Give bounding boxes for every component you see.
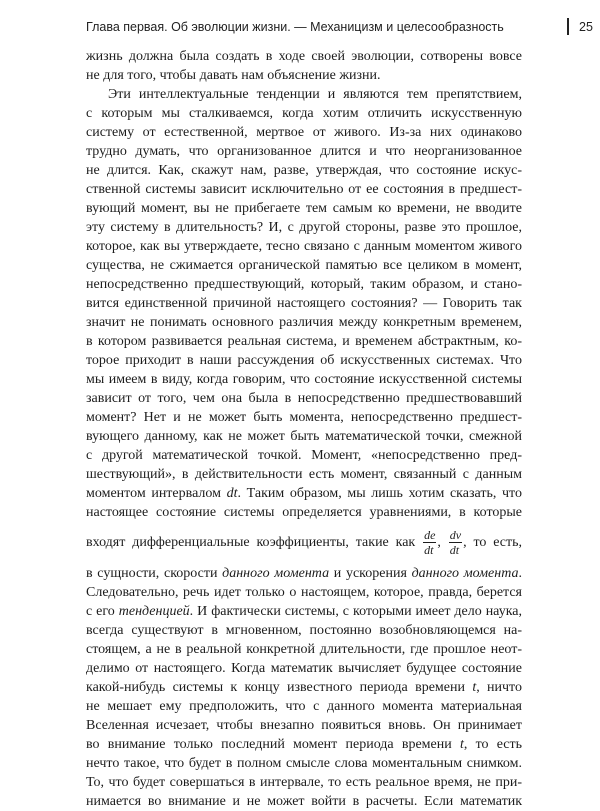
emphasis: данного момента	[411, 566, 519, 581]
text-line: жизнь должна была создать в ходе своей эволюции, сотворены вовсе	[86, 49, 522, 64]
body-text	[86, 47, 522, 811]
text-line: нимается во внимание и не может войти в расчеты. Если математик	[86, 794, 522, 809]
chapter-title: Глава первая. Об эволюции жизни. — Механицизм и целесообразность	[86, 20, 504, 34]
text-line: Эти интеллектуальные тенденции и являются тем препятствием,	[108, 87, 522, 102]
math-variable: dt	[226, 486, 238, 501]
text-line: настоящее состояние системы определяется уравнениями, в которые	[86, 505, 522, 520]
text-line	[86, 522, 522, 564]
text-line: всегда существуют в мгновенном, постоянно возобновляющемся на-	[86, 623, 522, 638]
text-fragment: в сущности, скорости	[86, 566, 218, 581]
text-fragment: . Таким образом, мы лишь хотим сказать, что	[237, 486, 522, 501]
text-line: не для того, чтобы давать нам объяснение жизни.	[86, 68, 381, 83]
text-line: ственной системы зависит исключительно от ее состояния в предшест-	[86, 182, 522, 197]
text-line	[86, 564, 522, 583]
text-fragment: и ускорения	[329, 566, 412, 581]
math-variable: t	[472, 680, 477, 695]
fraction-numerator: dv	[449, 528, 462, 543]
fraction-de-dt	[423, 528, 436, 557]
text-fragment: моментом интервалом	[86, 486, 221, 501]
text-fragment: , ничто	[476, 680, 522, 695]
text-line: непосредственно предшествующий, который, таким образом, и стано-	[86, 277, 522, 292]
emphasis: тенденцией	[118, 604, 190, 619]
text-line: вующий момент, вы не прибегаете тем самым ко времени, не вводите	[86, 201, 522, 216]
fraction-numerator: de	[424, 528, 436, 543]
text-line: которое, как вы утверждаете, тесно связано с данным моментом живого	[86, 239, 522, 254]
text-line: шествующий», в действительности есть момент, связанный с данным	[86, 467, 522, 482]
text-line: Вселенная исчезает, чтобы внезапно появиться вновь. Он принимает	[86, 718, 522, 733]
text-fragment: , то есть	[463, 737, 522, 752]
text-line: с другой математической точкой. Момент, «непосредственно пред-	[86, 448, 522, 463]
emphasis: данного момента	[222, 566, 330, 581]
text-fragment: входят дифференциальные коэффициенты, такие как	[86, 535, 416, 550]
text-line: существа, не сжимается органической памятью все целиком в момент,	[86, 258, 522, 273]
text-line: в котором развивается реальная система, и временем абстрактным, ко-	[86, 334, 522, 349]
page-number: 25	[579, 20, 593, 34]
text-fragment: ,	[437, 535, 441, 550]
text-line	[86, 602, 522, 621]
text-line: вующего данному, как не может быть математической точки, смежной	[86, 429, 522, 444]
fraction-denominator: dt	[424, 543, 434, 558]
text-line: торое приходит в наши рассуждения об искусственных системах. Что	[86, 353, 522, 368]
text-line: вится единственной причиной настоящего состояния? — Говорить так	[86, 296, 522, 311]
text-fragment: .	[518, 566, 522, 581]
text-line: нечто такое, что будет в полном смысле слова моментальным снимком.	[86, 756, 522, 771]
text-fragment: какой-нибудь системы к концу известного периода времени	[86, 680, 465, 695]
text-line	[86, 735, 522, 754]
text-fragment: во внимание только последний момент периода времени	[86, 737, 452, 752]
fraction-dv-dt	[449, 528, 462, 557]
text-line: не длится. Как, скажут нам, разве, утверждая, что состояние искус-	[86, 163, 522, 178]
text-line: делимо от настоящего. Когда математик вычисляет будущее состояние	[86, 661, 522, 676]
text-line: мы имеем в виду, когда говорим, что состояние искусственной системы	[86, 372, 522, 387]
text-line	[86, 678, 522, 697]
text-fragment: с его	[86, 604, 115, 619]
text-fragment: . И фактически системы, с которыми имеет дело наука,	[189, 604, 522, 619]
text-fragment: , то есть,	[463, 535, 523, 550]
text-line: стоящем, а не в реальной конкретной длительности, где прошлое неот-	[86, 642, 522, 657]
fraction-denominator: dt	[449, 543, 460, 558]
text-line	[86, 484, 522, 503]
text-line: То, что будет совершаться в интервале, то есть реальное время, не при-	[86, 775, 522, 790]
text-line: Следовательно, речь идет только о настоящем, которое, правда, берется	[86, 585, 522, 600]
text-line: зависит от того, чем она была в непосредственно предшествовавший	[86, 391, 522, 406]
text-line: момент? Нет и не может быть момента, непосредственно предшест-	[86, 410, 522, 425]
text-line: с которым мы сталкиваемся, когда хотим отличить искусственную	[86, 106, 522, 121]
text-line: систему от естественной, мертвое от живого. Из-за них одинаково	[86, 125, 522, 140]
text-line: эту систему в длительность? И, с другой стороны, разве это прошлое,	[86, 220, 522, 235]
text-line: значит не понимать основного различия между конкретным временем,	[86, 315, 522, 330]
math-variable: t	[459, 737, 464, 752]
text-line: трудно думать, что организованное длится и что неорганизованное	[86, 144, 522, 159]
header-separator	[567, 18, 569, 35]
text-line: не мешает ему предположить, что с данного момента материальная	[86, 699, 522, 714]
